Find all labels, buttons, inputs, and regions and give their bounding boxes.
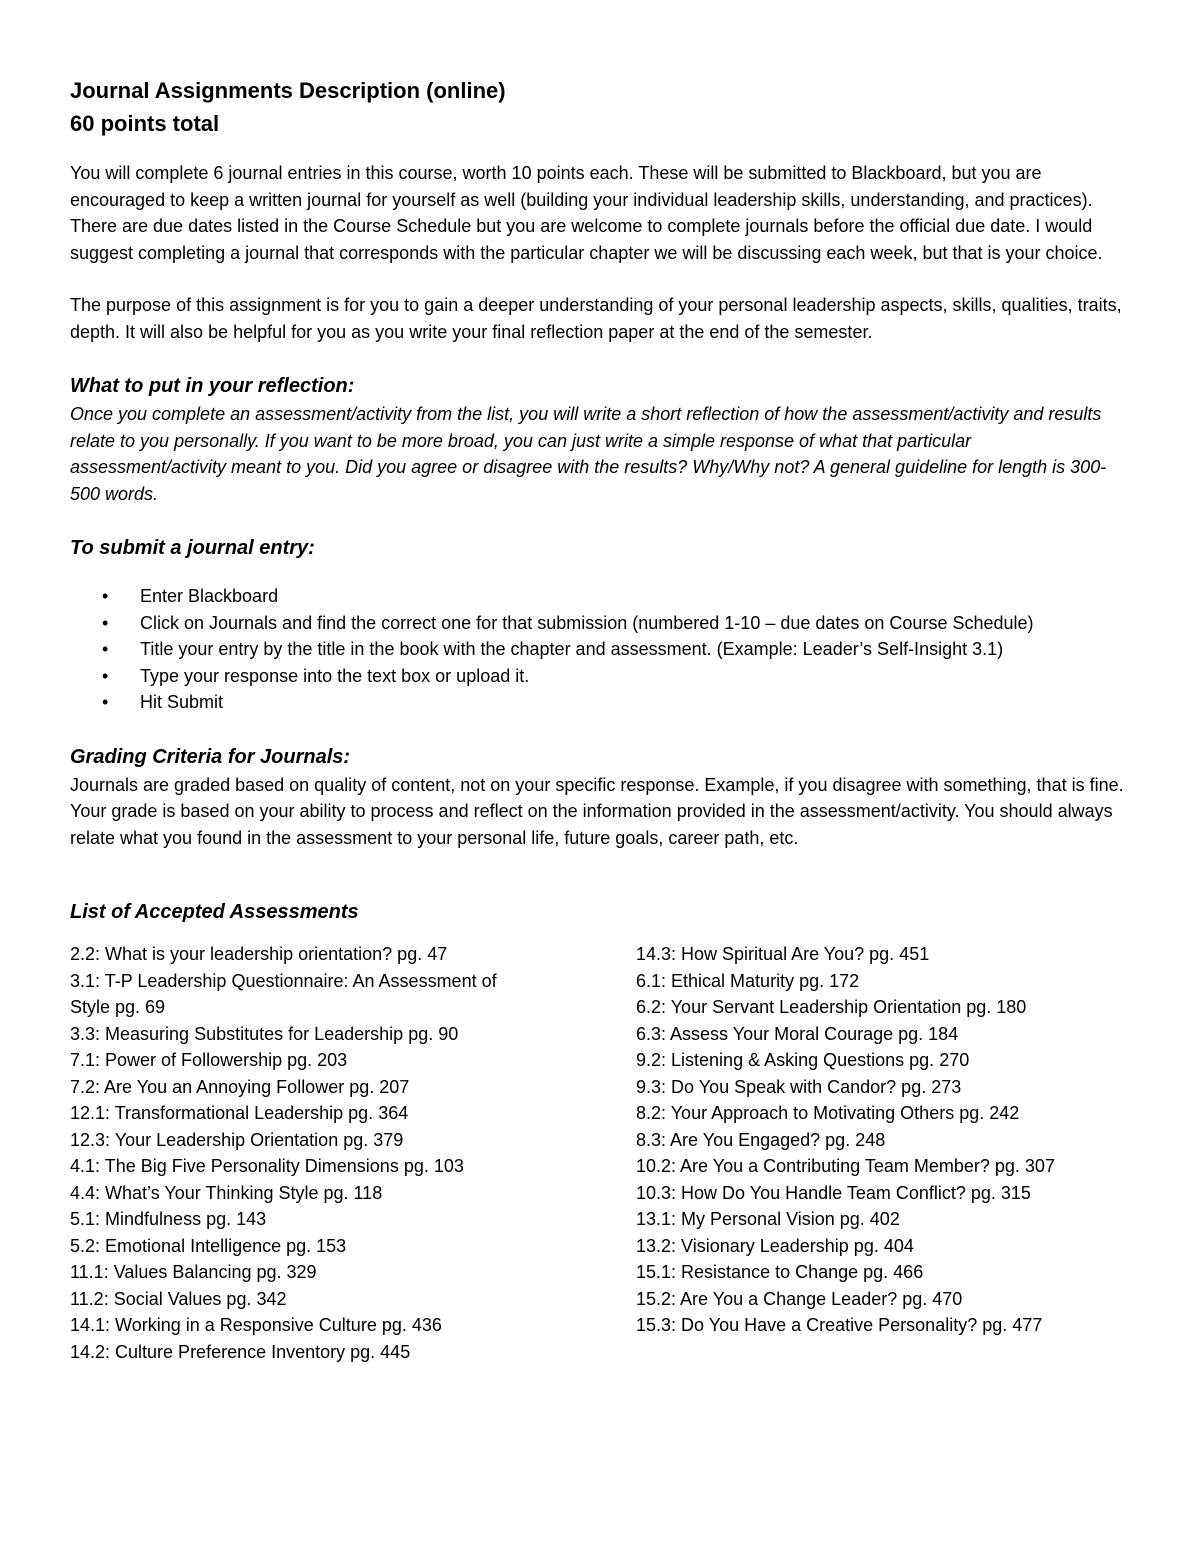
assessment-item: 6.2: Your Servant Leadership Orientation pg. 180 [636, 997, 1027, 1017]
grading-heading: Grading Criteria for Journals: [70, 745, 351, 768]
assessment-item: 15.2: Are You a Change Leader? pg. 470 [636, 1288, 963, 1309]
assessment-item: 14.1: Working in a Responsive Culture pg. 436 [70, 1315, 442, 1335]
assessments-right-column [636, 941, 1126, 1365]
submit-step [70, 636, 1130, 663]
assessment-item: 3.3: Measuring Substitutes for Leadership pg. 90 [70, 1023, 459, 1044]
assessment-item: 8.2: Your Approach to Motivating Others pg. 242 [636, 1103, 1020, 1123]
assessment-item: 14.3: How Spiritual Are You? pg. 451 [636, 944, 930, 964]
assessments-list [70, 941, 1130, 1365]
assessments-heading: List of Accepted Assessments [70, 901, 359, 923]
assessment-item: 6.1: Ethical Maturity pg. 172 [636, 970, 860, 991]
bullet-icon: • [102, 586, 109, 606]
reflection-heading: What to put in your reflection: [70, 375, 355, 397]
assessment-item: 13.2: Visionary Leadership pg. 404 [636, 1235, 914, 1256]
assessment-item: 5.2: Emotional Intelligence pg. 153 [70, 1235, 347, 1256]
title-line-1: Journal Assignments Description (online) [70, 78, 506, 103]
intro-paragraph-1: You will complete 6 journal entries in this course, worth 10 points each. These will be submitted to Blackboard, but you are encouraged to keep a written journal for yourself as well (building your individual leadership skills, understanding, and practices). There are due dates listed in the Course Schedule but you are welcome to complete journals before the official due date. I would suggest completing a journal that corresponds with the particular chapter we will be discussing each week, but that is your choice. [70, 163, 1103, 263]
submit-step-text: Title your entry by the title in the book with the chapter and assessment. (Example: Leader’s Self-Insight 3.1) [140, 639, 1004, 659]
assessment-item: 15.3: Do You Have a Creative Personality? pg. 477 [636, 1315, 1043, 1335]
assessment-item: 7.2: Are You an Annoying Follower pg. 207 [70, 1076, 410, 1097]
submit-steps-list [70, 583, 1130, 716]
submit-heading: To submit a journal entry: [70, 537, 315, 559]
assessment-item: 11.2: Social Values pg. 342 [70, 1288, 287, 1309]
assessment-item: 11.1: Values Balancing pg. 329 [70, 1262, 317, 1282]
intro-paragraph-2: The purpose of this assignment is for you to gain a deeper understanding of your personal leadership aspects, skills, qualities, traits, depth. It will also be helpful for you as you write your final reflection paper at the end of the semester. [70, 295, 1122, 342]
assessment-item: 13.1: My Personal Vision pg. 402 [636, 1209, 900, 1229]
grading-body: Journals are graded based on quality of content, not on your specific response. Example, if you disagree with something, that is fine. Your grade is based on your ability to process and reflect on the information provided in the assessment/activity. You should always relate what you found in the assessment to your personal life, future goals, career path, etc. [70, 774, 1124, 848]
submit-step [70, 583, 1130, 610]
document-title [70, 74, 1130, 140]
assessment-item: 10.2: Are You a Contributing Team Member? pg. 307 [636, 1156, 1055, 1176]
assessment-item: 3.1: T-P Leadership Questionnaire: An Assessment of Style pg. 69 [70, 970, 497, 1017]
assessment-item: 12.1: Transformational Leadership pg. 364 [70, 1103, 409, 1123]
bullet-icon: • [102, 612, 109, 633]
submit-step [70, 610, 1130, 637]
submit-step-text: Enter Blackboard [140, 586, 279, 606]
reflection-body: Once you complete an assessment/activity from the list, you will write a short reflection of how the assessment/activity and results relate to you personally. If you want to be more broad, you can just write a simple response of what that particular assessment/activity meant to you. Did you agree or disagree with the results? Why/Why not? A general guideline for length is 300-500 words. [70, 404, 1107, 504]
assessment-item: 12.3: Your Leadership Orientation pg. 379 [70, 1129, 404, 1150]
assessment-item: 4.1: The Big Five Personality Dimensions pg. 103 [70, 1156, 464, 1176]
assessments-left-column [70, 941, 636, 1365]
assessment-item: 9.3: Do You Speak with Candor? pg. 273 [636, 1076, 962, 1097]
submit-step-text: Hit Submit [140, 692, 224, 712]
assessment-item: 2.2: What is your leadership orientation? pg. 47 [70, 944, 448, 964]
bullet-icon: • [102, 639, 109, 659]
submit-step [70, 663, 1130, 690]
assessment-item: 15.1: Resistance to Change pg. 466 [636, 1262, 924, 1282]
submit-step [70, 689, 1130, 716]
assessment-item: 8.3: Are You Engaged? pg. 248 [636, 1129, 886, 1150]
assessment-item: 9.2: Listening & Asking Questions pg. 270 [636, 1050, 970, 1070]
document-page [70, 74, 1130, 1365]
submit-step-text: Type your response into the text box or upload it. [140, 665, 530, 686]
assessment-item: 4.4: What’s Your Thinking Style pg. 118 [70, 1182, 383, 1203]
assessment-item: 6.3: Assess Your Moral Courage pg. 184 [636, 1023, 959, 1044]
assessment-item: 14.2: Culture Preference Inventory pg. 445 [70, 1341, 411, 1362]
assessment-item: 7.1: Power of Followership pg. 203 [70, 1050, 348, 1070]
submit-step-text: Click on Journals and find the correct one for that submission (numbered 1-10 – due dates on Course Schedule) [140, 612, 1034, 633]
assessment-item: 5.1: Mindfulness pg. 143 [70, 1209, 267, 1229]
bullet-icon: • [102, 692, 109, 712]
title-line-2: 60 points total [70, 111, 220, 136]
bullet-icon: • [102, 665, 109, 686]
assessment-item: 10.3: How Do You Handle Team Conflict? pg. 315 [636, 1182, 1031, 1203]
